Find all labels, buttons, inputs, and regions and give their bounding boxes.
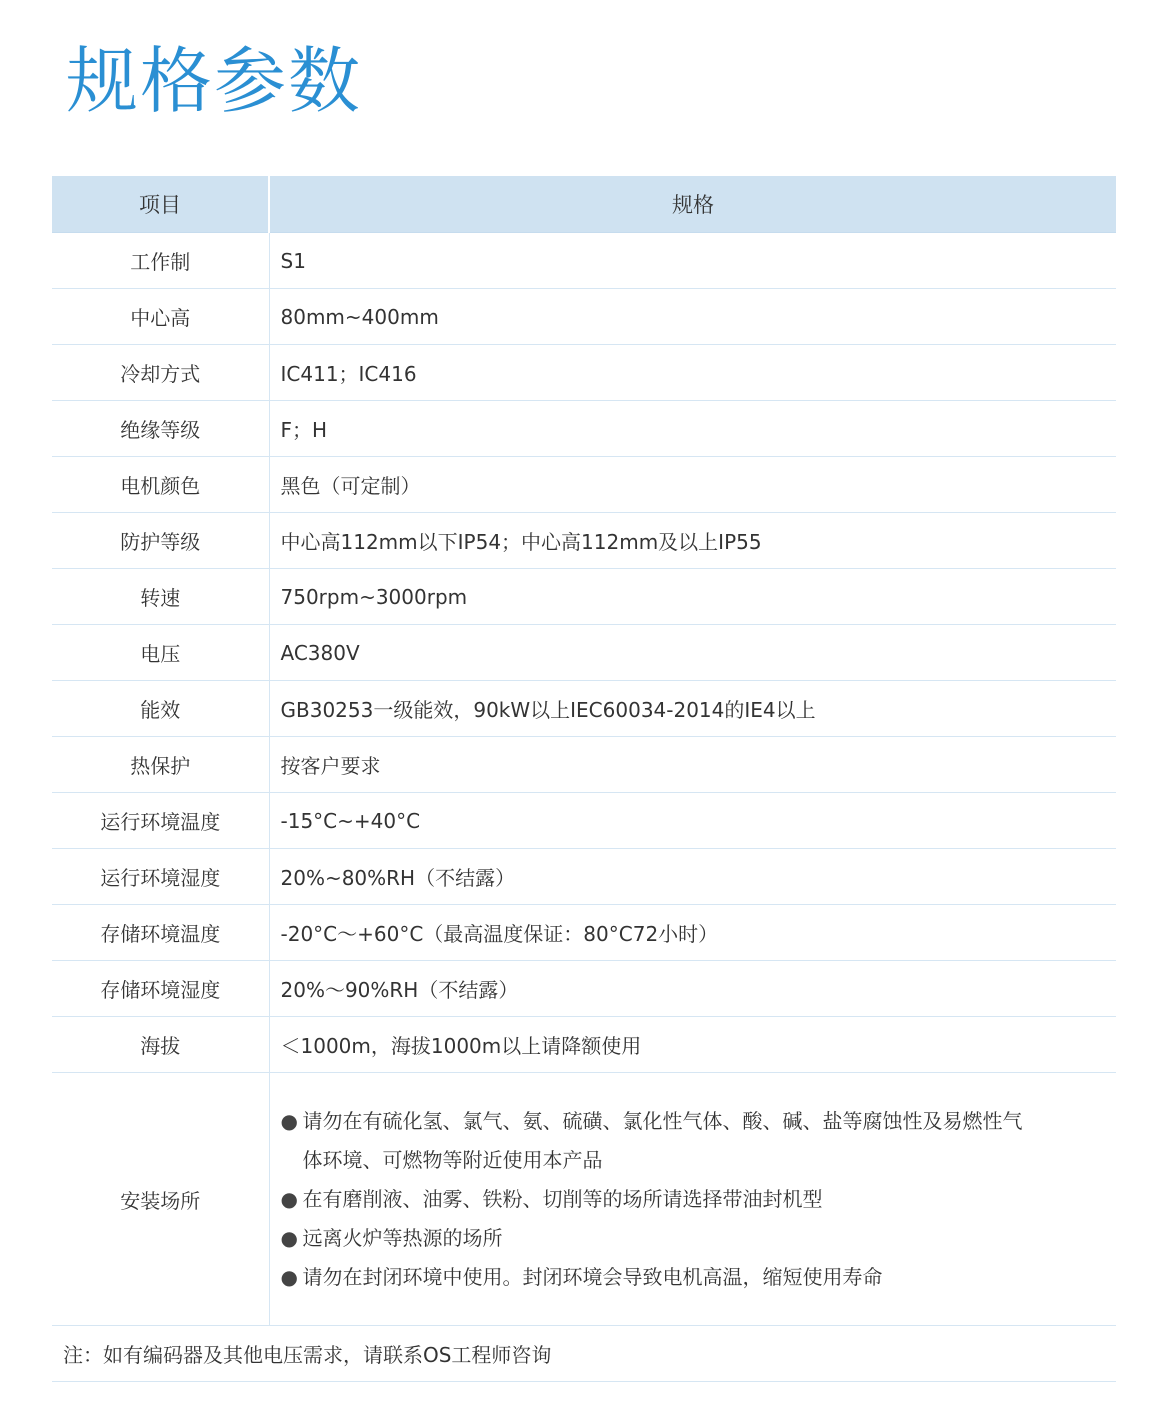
install-list (281, 1102, 1117, 1297)
page-title: 规格参数 (66, 39, 363, 123)
table-row (52, 905, 1116, 961)
footnote: 注：如有编码器及其他电压需求，请联系OS工程师咨询 (52, 1326, 1116, 1382)
table-row (52, 961, 1116, 1017)
table-row (52, 569, 1116, 625)
list-item (281, 1102, 1117, 1180)
table-row (52, 345, 1116, 401)
install-value (269, 1073, 1116, 1326)
table-row (52, 289, 1116, 345)
row-value: 80mm~400mm (269, 289, 1116, 345)
table-row (52, 681, 1116, 737)
row-value: 20%～90%RH（不结露） (269, 961, 1116, 1017)
list-item (281, 1180, 1117, 1219)
install-line: 请勿在有硫化氢、氯气、氨、硫磺、氯化性气体、酸、碱、盐等腐蚀性及易燃性气体环境、可燃物等附近使用本产品 (302, 1108, 1023, 1172)
row-value: GB30253一级能效，90kW以上IEC60034-2014的IE4以上 (269, 681, 1116, 737)
row-item: 冷却方式 (52, 345, 269, 401)
row-value: 按客户要求 (269, 737, 1116, 793)
bullet-icon: ● (280, 1108, 298, 1133)
spec-table (52, 176, 1116, 1382)
list-item (281, 1258, 1117, 1297)
row-value: -15°C~+40°C (269, 793, 1116, 849)
row-item: 工作制 (52, 233, 269, 289)
row-value: ＜1000m，海拔1000m以上请降额使用 (269, 1017, 1116, 1073)
row-item: 运行环境温度 (52, 793, 269, 849)
row-value: 20%~80%RH（不结露） (269, 849, 1116, 905)
table-row (52, 625, 1116, 681)
install-row (52, 1073, 1116, 1326)
header-item: 项目 (52, 176, 269, 233)
row-value: IC411；IC416 (269, 345, 1116, 401)
table-row (52, 1017, 1116, 1073)
table-row (52, 457, 1116, 513)
row-value: AC380V (269, 625, 1116, 681)
table-row (52, 849, 1116, 905)
bullet-icon: ● (280, 1186, 298, 1211)
table-row (52, 737, 1116, 793)
install-line: 请勿在封闭环境中使用。封闭环境会导致电机高温，缩短使用寿命 (302, 1264, 883, 1289)
table-row (52, 513, 1116, 569)
row-item: 存储环境温度 (52, 905, 269, 961)
row-item: 海拔 (52, 1017, 269, 1073)
bullet-icon: ● (280, 1225, 298, 1250)
table-row (52, 401, 1116, 457)
bullet-icon: ● (280, 1264, 298, 1289)
list-item (281, 1219, 1117, 1258)
note-row (52, 1326, 1116, 1382)
table-row (52, 793, 1116, 849)
row-item: 电压 (52, 625, 269, 681)
row-item: 存储环境湿度 (52, 961, 269, 1017)
row-item: 热保护 (52, 737, 269, 793)
row-item: 防护等级 (52, 513, 269, 569)
row-item: 转速 (52, 569, 269, 625)
row-item: 电机颜色 (52, 457, 269, 513)
row-item: 能效 (52, 681, 269, 737)
row-value: 黑色（可定制） (269, 457, 1116, 513)
header-spec: 规格 (269, 176, 1116, 233)
table-header-row (52, 176, 1116, 233)
row-item: 安装场所 (52, 1073, 269, 1326)
row-item: 中心高 (52, 289, 269, 345)
row-value: 750rpm~3000rpm (269, 569, 1116, 625)
row-value: F；H (269, 401, 1116, 457)
row-value: -20°C～+60°C（最高温度保证：80°C72小时） (269, 905, 1116, 961)
table-row (52, 233, 1116, 289)
install-line: 远离火炉等热源的场所 (302, 1225, 503, 1250)
row-item: 运行环境湿度 (52, 849, 269, 905)
row-value: S1 (269, 233, 1116, 289)
row-item: 绝缘等级 (52, 401, 269, 457)
row-value: 中心高112mm以下IP54；中心高112mm及以上IP55 (269, 513, 1116, 569)
install-line: 在有磨削液、油雾、铁粉、切削等的场所请选择带油封机型 (302, 1186, 823, 1211)
